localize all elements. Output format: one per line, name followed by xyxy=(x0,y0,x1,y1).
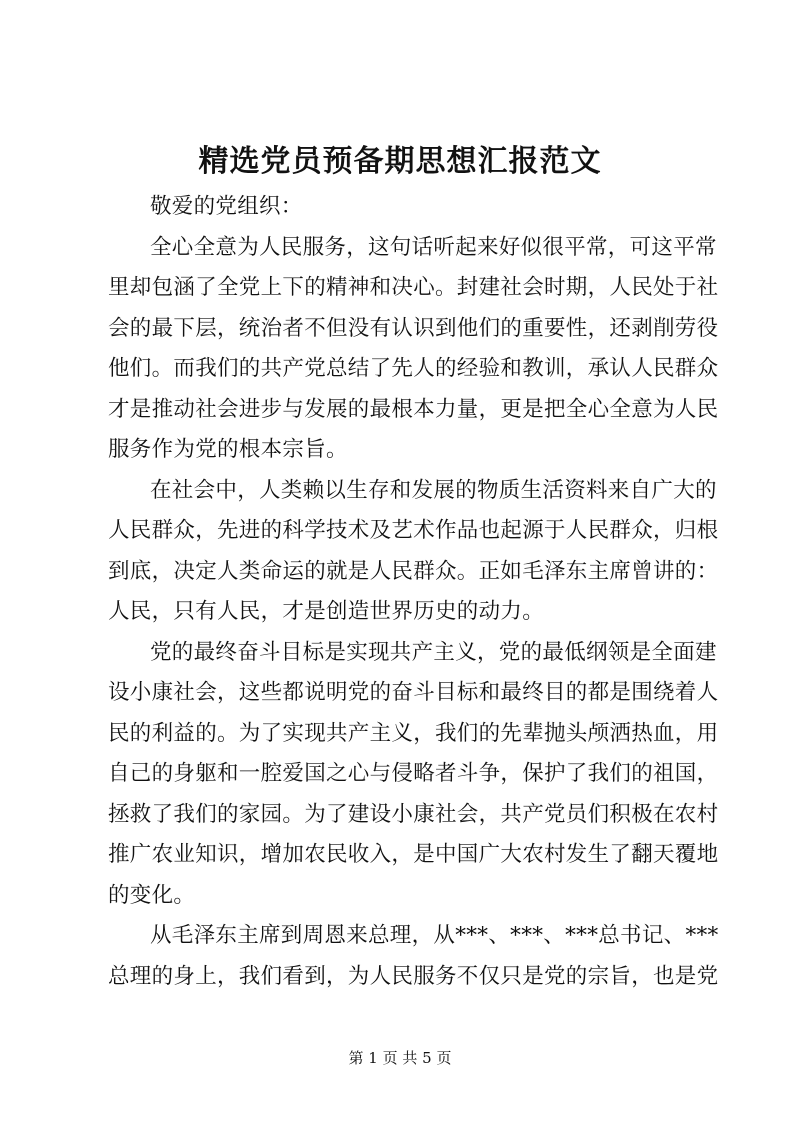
text-line: 设小康社会，这些都说明党的奋斗目标和最终目的都是围绕着人 xyxy=(108,680,719,705)
text-line: 人民，只有人民，才是创造世界历史的动力。 xyxy=(108,599,545,624)
text-line: 自己的身躯和一腔爱国之心与侵略者斗争，保护了我们的祖国， xyxy=(108,761,719,786)
text-line: 在社会中，人类赖以生存和发展的物质生活资料来自广大的 xyxy=(150,477,717,503)
text-line: 推广农业知识，增加农民收入，是中国广大农村发生了翻天覆地 xyxy=(108,842,719,867)
text-line: 里却包涵了全党上下的精神和决心。封建社会时期，人民处于社 xyxy=(108,275,719,300)
text-line: 人民群众，先进的科学技术及艺术作品也起源于人民群众，归根 xyxy=(108,518,719,543)
page-footer: 第 1 页 共 5 页 xyxy=(348,1049,452,1067)
text-line: 敬爱的党组织： xyxy=(150,194,303,219)
text-line: 全心全意为人民服务，这句话听起来好似很平常，可这平常 xyxy=(150,234,717,260)
text-line: 才是推动社会进步与发展的最根本力量，更是把全心全意为人民 xyxy=(108,396,719,422)
text-line: 总理的身上，我们看到，为人民服务不仅只是党的宗旨，也是党 xyxy=(108,963,719,989)
text-line: 会的最下层，统治者不但没有认识到他们的重要性，还剥削劳役 xyxy=(108,315,719,341)
text-line: 拯救了我们的家园。为了建设小康社会，共产党员们积极在农村 xyxy=(108,801,719,827)
text-line: 到底，决定人类命运的就是人民群众。正如毛泽东主席曾讲的： xyxy=(108,558,719,584)
page-title: 精选党员预备期思想汇报范文 xyxy=(198,144,602,179)
text-line: 他们。而我们的共产党总结了先人的经验和教训，承认人民群众 xyxy=(108,356,719,381)
document-body xyxy=(108,187,719,997)
text-line: 从毛泽东主席到周恩来总理，从***、***、***总书记、*** xyxy=(150,923,719,948)
text-line: 服务作为党的根本宗旨。 xyxy=(108,437,348,462)
text-line: 党的最终奋斗目标是实现共产主义，党的最低纲领是全面建 xyxy=(150,639,717,665)
text-line: 民的利益的。为了实现共产主义，我们的先辈抛头颅洒热血，用 xyxy=(108,720,719,746)
text-line: 的变化。 xyxy=(108,882,196,908)
